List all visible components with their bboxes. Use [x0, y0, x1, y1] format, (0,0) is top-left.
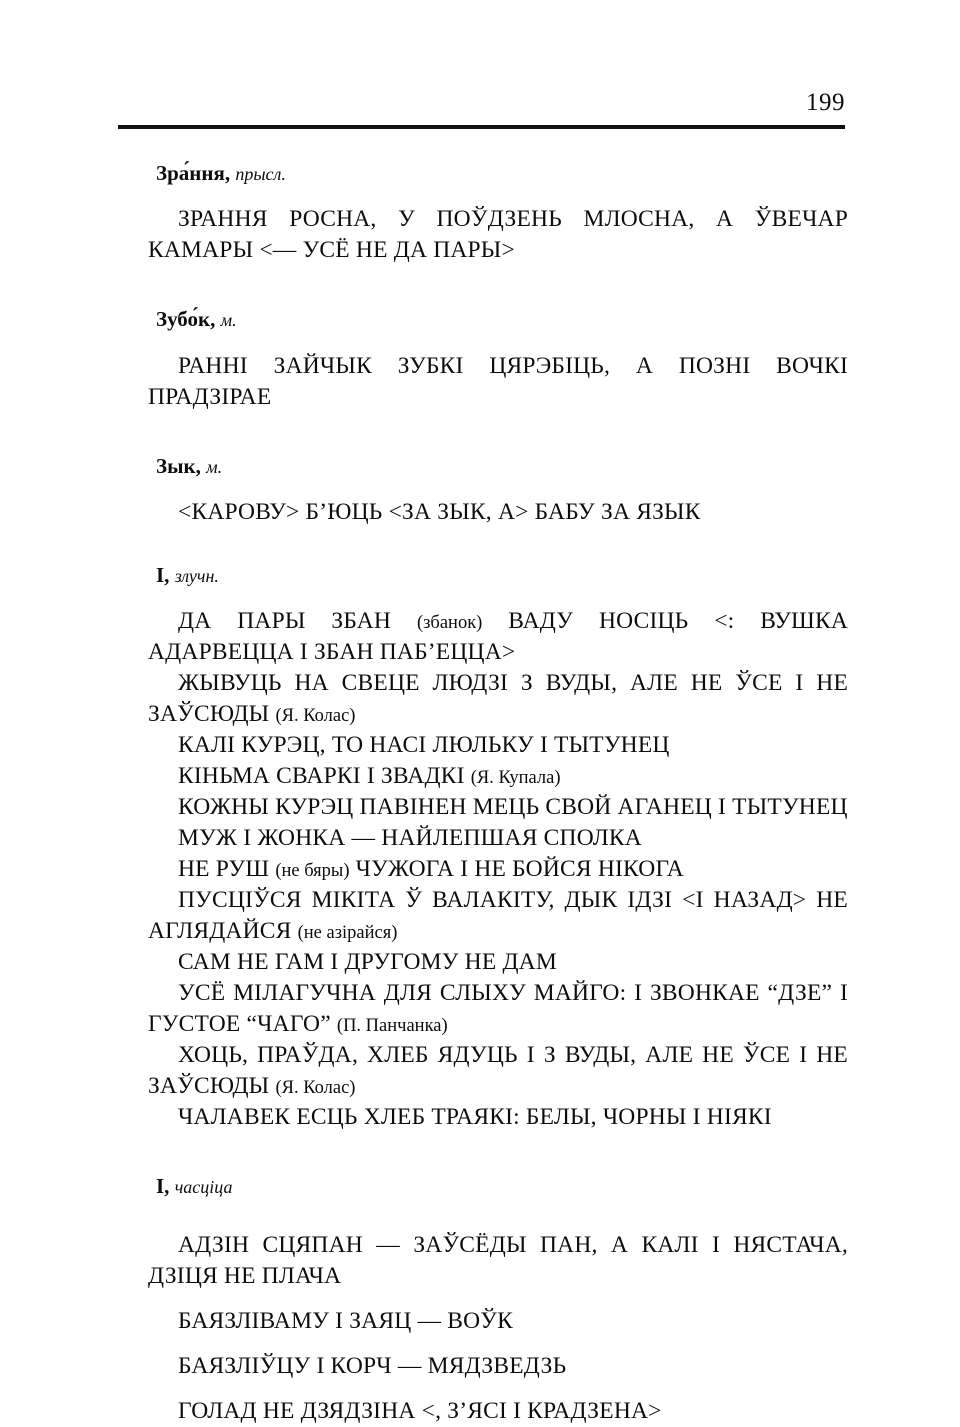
headword-grammar: м. [206, 456, 223, 477]
proverb-line: МУЖ І ЖОНКА — НАЙЛЕПШАЯ СПОЛКА [178, 825, 642, 852]
proverb-line: НЕ РУШ (не бяры) ЧУЖОГА І НЕ БОЙСЯ НІКОГА [178, 856, 684, 883]
proverb-line: ЧАЛАВЕК ЕСЦЬ ХЛЕБ ТРАЯКІ: БЕЛЫ, ЧОРНЫ І НІЯКІ [178, 1104, 772, 1131]
inline-gloss: (Я. Колас) [275, 1078, 356, 1099]
dictionary-entry [148, 160, 848, 266]
proverb-line: БАЯЗЛІВАМУ І ЗАЯЦ — ВОЎК [178, 1307, 514, 1334]
entry-headword [156, 562, 848, 588]
entry-headword [156, 160, 848, 186]
proverb-line: КІНЬМА СВАРКІ І ЗВАДКІ (Я. Купала) [178, 763, 561, 790]
proverb-line: КОЖНЫ КУРЭЦ ПАВІНЕН МЕЦЬ СВОЙ АГАНЕЦ І ТЫТУНЕЦ [178, 794, 848, 821]
headword-grammar: прысл. [235, 164, 286, 184]
spacer [148, 1133, 848, 1173]
proverb-line: ГОЛАД НЕ ДЗЯДЗІНА <, З’ЯСІ І КРАДЗЕНА> [178, 1397, 662, 1424]
headword-text: І, [156, 562, 170, 587]
spacer [148, 1382, 848, 1396]
spacer [148, 592, 848, 606]
inline-gloss: (не азірайся) [297, 923, 398, 944]
inline-gloss: (не бяры) [275, 861, 350, 882]
spacer [148, 1337, 848, 1351]
dictionary-entry [148, 453, 848, 528]
spacer [148, 190, 848, 204]
inline-gloss: (Я. Колас) [275, 706, 356, 727]
headword-text: Зубо́к, [156, 307, 216, 332]
inline-gloss: (збанок) [416, 613, 483, 634]
headword-grammar: м. [220, 310, 237, 331]
spacer [148, 483, 848, 497]
spacer [148, 337, 848, 351]
spacer [148, 413, 848, 453]
proverb-line: КАЛІ КУРЭЦ, ТО НАСІ ЛЮЛЬКУ І ТЫТУНЕЦ [178, 732, 670, 759]
headword-text: І, [156, 1174, 170, 1199]
headword-grammar: злучн. [174, 565, 219, 586]
proverb-line: АДЗІН СЦЯПАН — ЗАЎСЁДЫ ПАН, А КАЛІ І НЯСТАЧА, ДЗІЦЯ НЕ ПЛАЧА [148, 1231, 848, 1289]
dictionary-entry [148, 562, 848, 1134]
inline-gloss: (П. Панчанка) [336, 1016, 448, 1037]
proverb-line: ПУСЦІЎСЯ МІКІТА Ў ВАЛАКІТУ, ДЫК ІДЗІ <І НАЗАД> НЕ АГЛЯДАЙСЯ (не азірайся) [148, 887, 848, 945]
headword-text: Зык, [156, 453, 201, 478]
spacer [148, 528, 848, 562]
spacer [148, 266, 848, 306]
proverb-line: УСЁ МІЛАГУЧНА ДЛЯ СЛЫХУ МАЙГО: І ЗВОНКАЕ “ДЗЕ” І ГУСТОЕ “ЧАГО” (П. Панчанка) [148, 980, 848, 1038]
proverb-line: ХОЦЬ, ПРАЎДА, ХЛЕБ ЯДУЦЬ І З ВУДЫ, АЛЕ НЕ ЎСЕ І НЕ ЗАЎСЮДЫ (Я. Колас) [148, 1042, 848, 1100]
dictionary-entry [148, 1173, 848, 1426]
proverb-line: <КАРОВУ> Б’ЮЦЬ <ЗА ЗЫК, А> БАБУ ЗА ЯЗЫК [178, 498, 701, 525]
proverb-line: ДА ПАРЫ ЗБАН (збанок) ВАДУ НОСІЦЬ <: ВУШКА АДАРВЕЦЦА І ЗБАН ПАБ’ЕЦЦА> [148, 608, 848, 666]
page-content [148, 160, 848, 1427]
inline-gloss: (Я. Купала) [470, 768, 561, 789]
header-rule [118, 125, 845, 129]
headword-grammar: часціца [174, 1177, 233, 1198]
proverb-line: РАННІ ЗАЙЧЫК ЗУБКІ ЦЯРЭБІЦЬ, А ПОЗНІ ВОЧКІ ПРАДЗІРАЕ [148, 352, 848, 410]
dictionary-entry [148, 306, 848, 412]
headword-text: Зра́ння, [156, 161, 231, 185]
entry-headword [156, 1173, 848, 1199]
spacer [148, 1292, 848, 1306]
spacer [148, 1204, 848, 1230]
proverb-line: ЗРАННЯ РОСНА, У ПОЎДЗЕНЬ МЛОСНА, А ЎВЕЧАР КАМАРЫ <— УСЁ НЕ ДА ПАРЫ> [148, 206, 848, 264]
proverb-line: ЖЫВУЦЬ НА СВЕЦЕ ЛЮДЗІ З ВУДЫ, АЛЕ НЕ ЎСЕ І НЕ ЗАЎСЮДЫ (Я. Колас) [148, 670, 848, 728]
proverb-line: САМ НЕ ГАМ І ДРУГОМУ НЕ ДАМ [178, 949, 557, 976]
page-number: 199 [806, 89, 845, 116]
entry-headword [156, 453, 848, 479]
entry-headword [156, 306, 848, 332]
proverb-line: БАЯЗЛІЎЦУ І КОРЧ — МЯДЗВЕДЗЬ [178, 1352, 567, 1379]
